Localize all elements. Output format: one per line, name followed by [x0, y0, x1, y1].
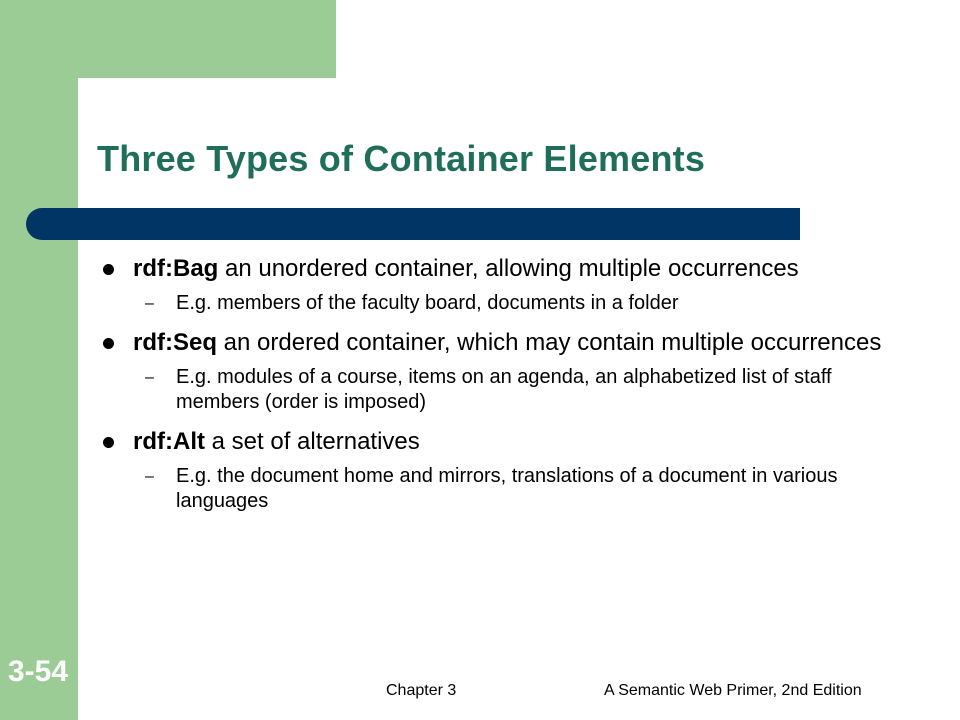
- bullet-dot-icon: [103, 437, 114, 448]
- dash-icon: –: [145, 369, 154, 386]
- footer-book-title: A Semantic Web Primer, 2nd Edition: [604, 682, 862, 699]
- bullet-text: a set of alternatives: [204, 428, 420, 455]
- bullet-list: [100, 254, 900, 526]
- bullet-text: an ordered container, which may contain multiple occurrences: [217, 329, 882, 356]
- sub-item-bag-example: [100, 291, 900, 316]
- bullet-dot-icon: [103, 338, 114, 349]
- bullet-item-bag: [100, 254, 900, 284]
- bullet-item-alt: [100, 427, 900, 457]
- bullet-term: rdf:Bag: [133, 255, 219, 282]
- slide-title: Three Types of Container Elements: [97, 138, 706, 179]
- sub-item-alt-example: [100, 464, 900, 514]
- dash-icon: –: [145, 295, 154, 312]
- sub-item-text: E.g. members of the faculty board, documents in a folder: [176, 292, 679, 314]
- bullet-dot-icon: [103, 264, 114, 275]
- dash-icon: –: [145, 468, 154, 485]
- bullet-item-seq: [100, 328, 900, 358]
- bullet-term: rdf:Alt: [133, 428, 205, 455]
- bullet-term: rdf:Seq: [133, 329, 217, 356]
- sub-item-text: E.g. modules of a course, items on an agenda, an alphabetized list of staff members (order is imposed): [176, 366, 832, 413]
- left-accent-strip: [0, 0, 78, 720]
- bullet-text: an unordered container, allowing multiple occurrences: [218, 255, 799, 282]
- title-underline-bar: [26, 208, 800, 240]
- footer-chapter: Chapter 3: [386, 682, 457, 699]
- sub-item-text: E.g. the document home and mirrors, translations of a document in various languages: [176, 465, 838, 512]
- slide-number: 3-54: [8, 655, 69, 688]
- top-accent-block: [0, 0, 336, 78]
- sub-item-seq-example: [100, 365, 900, 415]
